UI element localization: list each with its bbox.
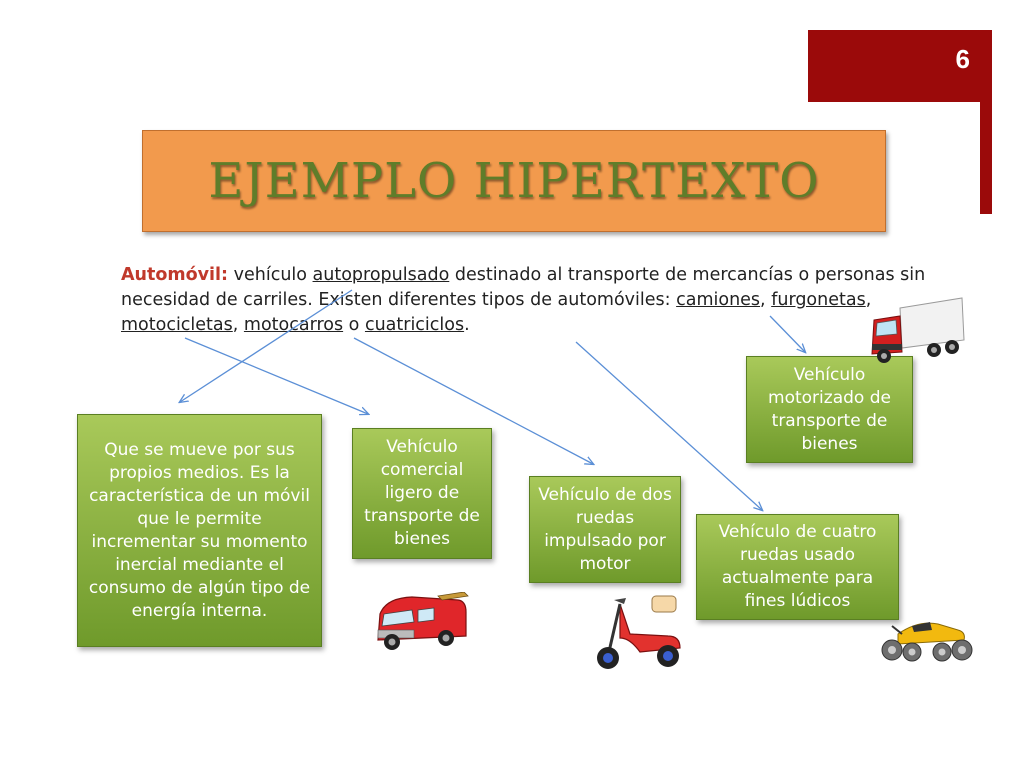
box-cuatriciclos — [696, 514, 899, 620]
definition-text: . — [464, 315, 470, 335]
box-furgonetas-text: Vehículo comercial ligero de transporte de bienes — [364, 437, 480, 549]
link-furgonetas[interactable]: furgonetas — [771, 290, 866, 310]
box-camiones — [746, 356, 913, 463]
quad-icon — [878, 616, 974, 664]
slide-number: 6 — [955, 44, 970, 74]
slide-title: EJEMPLO HIPERTEXTO — [208, 153, 820, 209]
link-motocarros[interactable]: motocarros — [243, 315, 344, 335]
definition-text: , — [865, 290, 872, 310]
definition-text: destinado al transporte de mercancías o personas sin necesidad de carriles. Existen diferentes tipos de automóviles: — [121, 265, 926, 310]
box-autopropulsado-text: Que se mueve por sus propios medios. Es la característica de un móvil que le permite incrementar su momento inercial mediante el consumo de algún tipo de energía interna. — [88, 439, 311, 621]
definition-text: , — [760, 290, 772, 310]
box-motocicletas-text: Vehículo de dos ruedas impulsado por motor — [538, 484, 672, 574]
definition-text: , — [232, 315, 244, 335]
link-autopropulsado[interactable]: autopropulsado — [312, 265, 450, 285]
box-furgonetas — [352, 428, 492, 559]
box-motocicletas — [529, 476, 681, 583]
definition-text: vehículo — [228, 265, 313, 285]
link-motocicletas[interactable]: motocicletas — [121, 315, 233, 335]
definition-text: o — [343, 315, 365, 335]
definition-term: Automóvil: — [121, 265, 229, 285]
arrow-camiones — [770, 316, 805, 352]
box-autopropulsado — [77, 414, 322, 647]
box-camiones-text: Vehículo motorizado de transporte de bienes — [768, 364, 891, 454]
link-cuatriciclos[interactable]: cuatriciclos — [364, 315, 465, 335]
van-icon — [372, 592, 470, 656]
arrow-furgonetas — [185, 338, 368, 414]
truck-icon — [866, 296, 966, 368]
link-camiones[interactable]: camiones — [676, 290, 761, 310]
box-cuatriciclos-text: Vehículo de cuatro ruedas usado actualmente para fines lúdicos — [718, 522, 877, 611]
scooter-icon — [590, 590, 690, 674]
